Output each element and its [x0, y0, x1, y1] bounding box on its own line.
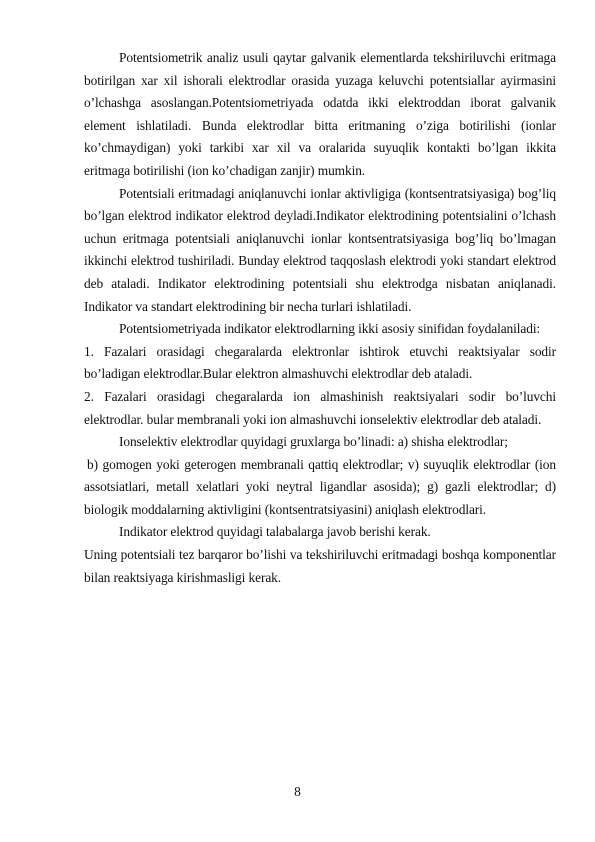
- paragraph-electrode-classes: Potentsiometriyada indikator elektrodlarning ikki asosiy sinifidan foydalaniladi:: [119, 321, 541, 337]
- list-item-electron-exchange: 1. Fazalari orasidagi chegaralarda elektronlar ishtirok etuvchi reaktsiyalar sodir bo’ladigan elektrodlar.Bular elektron almashuvchi elektrodlar deb ataladi.: [84, 343, 556, 382]
- paragraph-indicator-electrode: Potentsiali eritmadagi aniqlanuvchi ionlar aktivligiga (kontsentratsiyasiga) bog’liq bo’lgan elektrod indikator elektrod deyladi.Indikator elektrodining potentsialini o’lchash uchun eritmaga potentsiali aniqlanuvchi ionlar kontsentratsiyasiga bog’liq bo’lmagan ikkinchi elektrod tushiriladi. Bunday elektrod taqqoslash elektrodi yoki standart elektrod deb ataladi. Indikator elektrodining potentsiali shu elektrodga nisbatan aniqlanadi. Indikator va standart elektrodining bir necha turlari ishlatiladi.: [84, 185, 556, 314]
- paragraph-requirements: Indikator elektrod quyidagi talabalarga javob berishi kerak.: [119, 524, 431, 540]
- list-item-ion-exchange: 2. Fazalari orasidagi chegaralarda ion almashinish reaktsiyalari sodir bo’luvchi elektrodlar. bular membranali yoki ion almashuvchi ionselektiv elektrodlar deb ataladi.: [84, 388, 556, 427]
- paragraph-electrode-types: b) gomogen yoki geterogen membranali qattiq elektrodlar; v) suyuqlik elektrodlar (ion assotsiatlari, metall xelatlari yoki neytral ligandlar asosida); g) gazli elektrodlar; d) biologik moddalarning aktivligini (kontsentratsiyasini) aniqlash elektrodlari.: [84, 456, 556, 517]
- paragraph-potential-stability: Uning potentsiali tez barqaror bo’lishi va tekshiriluvchi eritmadagi boshqa komponentlar bilan reaktsiyaga kirishmasligi kerak.: [84, 547, 556, 585]
- paragraph-ionselective-groups: Ionselektiv elektrodlar quyidagi gruxlarga bo’linadi: a) shisha elektrodlar;: [119, 434, 508, 450]
- paragraph-potentiometric-analysis: Potentsiometrik analiz usuli qaytar galvanik elementlarda tekshiriluvchi eritmaga botirilgan xar xil ishorali elektrodlar orasida yuzaga keluvchi potentsiallar ayirmasini o’lchashga asoslangan.Potentsiometriyada odatda ikki elektroddan iborat galvanik element ishlatiladi. Bunda elektrodlar bitta eritmaning o’ziga botirilishi (ionlar ko’chmaydigan) yoki tarkibi xar xil va oralarida suyuqlik kontakti bo’lgan ikkita eritmaga botirilishi (ion ko’chadigan zanjir) mumkin.: [84, 50, 556, 178]
- page-number: 8: [294, 784, 301, 799]
- page-body: [84, 47, 556, 589]
